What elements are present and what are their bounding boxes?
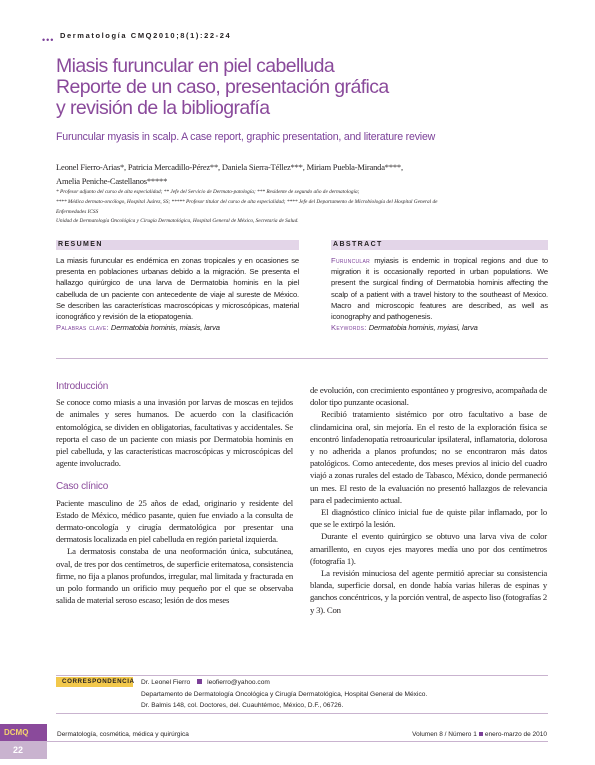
correspondence-dept: Departamento de Dermatología Oncológica y Cirugía Dermatológica, Hospital General de México. <box>141 690 428 698</box>
authors-line-1: Leonel Fierro-Arias*, Patricia Mercadillo-Pérez**, Daniela Sierra-Téllez***, Miriam Puebla-Miranda****, <box>56 162 403 172</box>
abstract-text: myiasis is endemic in tropical regions and due to migration it is occasionally reported in urban populations. We present the surgical finding of Dermatobia hominis affecting the scalp of a patient with a travel history to the southeast of Mexico. Macro and microscopic features are described, as well as iconography and pathogenesis. <box>331 256 548 322</box>
intro-heading: Introducción <box>56 381 109 392</box>
right-paragraph-4: Durante el evento quirúrgico se obtuvo una larva viva de color amarillento, en cuyos ejes mayores medía uno por dos centímetros (fotografía 1). <box>310 531 547 566</box>
right-paragraph-3: El diagnóstico clínico inicial fue de quiste pilar inflamado, por lo que se le extirpó la lesión. <box>310 507 547 530</box>
abstract-body <box>331 255 548 333</box>
abstract-keywords-label: Keywords: <box>331 323 367 333</box>
footer-issue <box>412 731 547 738</box>
abstract-keywords-value: Dermatobia hominis, myiasi, larva <box>368 323 478 333</box>
affiliations <box>56 188 546 227</box>
case-heading: Caso clínico <box>56 481 109 493</box>
resumen-keywords-value: Dermatobia hominis, miasis, larva <box>110 323 220 333</box>
resumen-keywords-label: Palabras clave: <box>56 323 109 333</box>
affiliation-line-3: Enfermedades ICSS <box>56 208 99 215</box>
abstract-divider <box>56 358 548 359</box>
footer-divider <box>47 741 548 742</box>
right-paragraph-1: de evolución, con crecimiento espontáneo y progresivo, acompañada de dolor tipo punzante ocasional. <box>310 385 547 408</box>
body-column-right <box>310 384 547 616</box>
resumen-heading <box>56 240 299 250</box>
abstract-heading <box>331 240 548 250</box>
english-title: Furuncular myasis in scalp. A case report, graphic presentation, and literature review <box>56 131 436 143</box>
case-paragraph-2: La dermatosis constaba de una neoformación única, subcutánea, oval, de tres por dos centímetros, de superficie eritematosa, consistencia firme, no fija a planos profundos, irregular, mal limitada y fracturada en un polo formando un orificio muy pequeño por el que se observaba salida de material seroso escaso; lesión de dos meses <box>56 546 293 606</box>
journal-brand: DCMQ <box>0 724 47 741</box>
correspondence-address: Dr. Balmis 148, col. Doctores, del. Cuauhtémoc, México, D.F., 06726. <box>141 702 344 709</box>
footer-period: enero-marzo de 2010 <box>484 731 547 738</box>
abstract-heading-label: ABSTRACT <box>333 241 383 248</box>
title-line-3: y revisión de la bibliografía <box>56 97 270 119</box>
resumen-body <box>56 255 299 333</box>
page-number: 22 <box>0 741 47 759</box>
right-paragraph-2: Recibió tratamiento sistémico por otro facultativo a base de clindamicina oral, sin mejoría. En el resto de la exploración física se encontró linfadenopatía retroauricular ipsilateral, inflamatoria, dolorosa y no adherida a planos profundos; no se encontraron más datos patológicos. Como antecedente, dos meses previos al inicio del cuadro viajó a zonas rurales del estado de Tabasco, México, donde permaneció un mes. El resto de la evaluación no presentó hallazgos de relevancia para el padecimiento actual. <box>310 409 547 505</box>
authors-line-2: Amelia Peniche-Castellanos***** <box>56 176 168 186</box>
affiliation-line-4: Unidad de Dermatología Oncológica y Cirugía Dermatológica, Hospital General de México, Secretaría de Salud. <box>56 218 299 225</box>
resumen-text: La miasis furuncular es endémica en zonas tropicales y en ocasiones se presenta en poblaciones urbanas debido a la migración. Se presenta el hallazgo quirúrgico de una larva de Dermatobia hominis en la piel cabelluda de un paciente con antecedente de viaje al sureste de México. Se describen las características macroscópicas y microscópicas, material iconográfico y revisión de la etiopatogenia. <box>56 256 299 322</box>
correspondence-line-1 <box>141 677 546 689</box>
abstract-keywords <box>331 322 548 333</box>
journal-citation: Dermatología CMQ2010;8(1):22-24 <box>60 31 232 40</box>
resumen-heading-label: RESUMEN <box>58 241 103 248</box>
abstract-lead-word: Furuncular <box>331 256 371 265</box>
square-bullet-icon <box>197 679 202 684</box>
square-bullet-icon <box>479 732 483 736</box>
correspondence-name: Dr. Leonel Fierro <box>141 679 191 686</box>
article-title <box>56 56 536 119</box>
title-line-2: Reporte de un caso, presentación gráfica <box>56 76 389 98</box>
title-line-1: Miasis furuncular en piel cabelluda <box>56 55 335 77</box>
correspondence-label: CORRESPONDENCIA <box>56 677 133 687</box>
affiliation-line-2: **** Médica dermato-oncólogo, Hospital Juárez, SS; ***** Profesor titular del curso de alta especialidad; **** Jefe del Departamento de Microbiología del Hospital General de <box>56 198 438 205</box>
header-dots: ••• <box>42 35 55 45</box>
correspondence-email[interactable]: leofierro@yahoo.com <box>207 679 270 686</box>
author-list <box>56 160 546 188</box>
body-column-left <box>56 381 293 606</box>
right-paragraph-5: La revisión minuciosa del agente permitió apreciar su consistencia blanda, superficie dorsal, en donde había varias hileras de espinas y ganchos concéntricos, y la porción ventral, de aspecto liso (fotografías 2 y 3). Con <box>310 568 547 615</box>
intro-paragraph: Se conoce como miasis a una invasión por larvas de moscas en tejidos de animales y seres humanos. De acuerdo con la clasificación entomológica, se dividen en obligatorias, facultativas y accidentales. Se reporta el caso de un paciente con miasis por Dermatobia hominis en piel cabelluda, y las características macroscópicas y microscópicas del agente involucrado. <box>56 397 293 469</box>
affiliation-line-1: * Profesor adjunto del curso de alta especialidad; ** Jefe del Servicio de Dermato-patología; *** Residente de segundo año de dermatología; <box>56 189 360 195</box>
footer-journal-name: Dermatología, cosmética, médica y quirúrgica <box>57 731 189 738</box>
resumen-keywords <box>56 322 299 333</box>
footer-volume: Volumen 8 / Número 1 <box>412 731 477 738</box>
correspondence-text <box>141 677 546 712</box>
case-paragraph-1: Paciente masculino de 25 años de edad, originario y residente del Estado de México, médico pasante, quien fue enviado a la consulta de dermato-oncología y cirugía dermatológica por presentar una dermatosis localizada en piel cabelluda en región parietal izquierda. <box>56 497 293 545</box>
